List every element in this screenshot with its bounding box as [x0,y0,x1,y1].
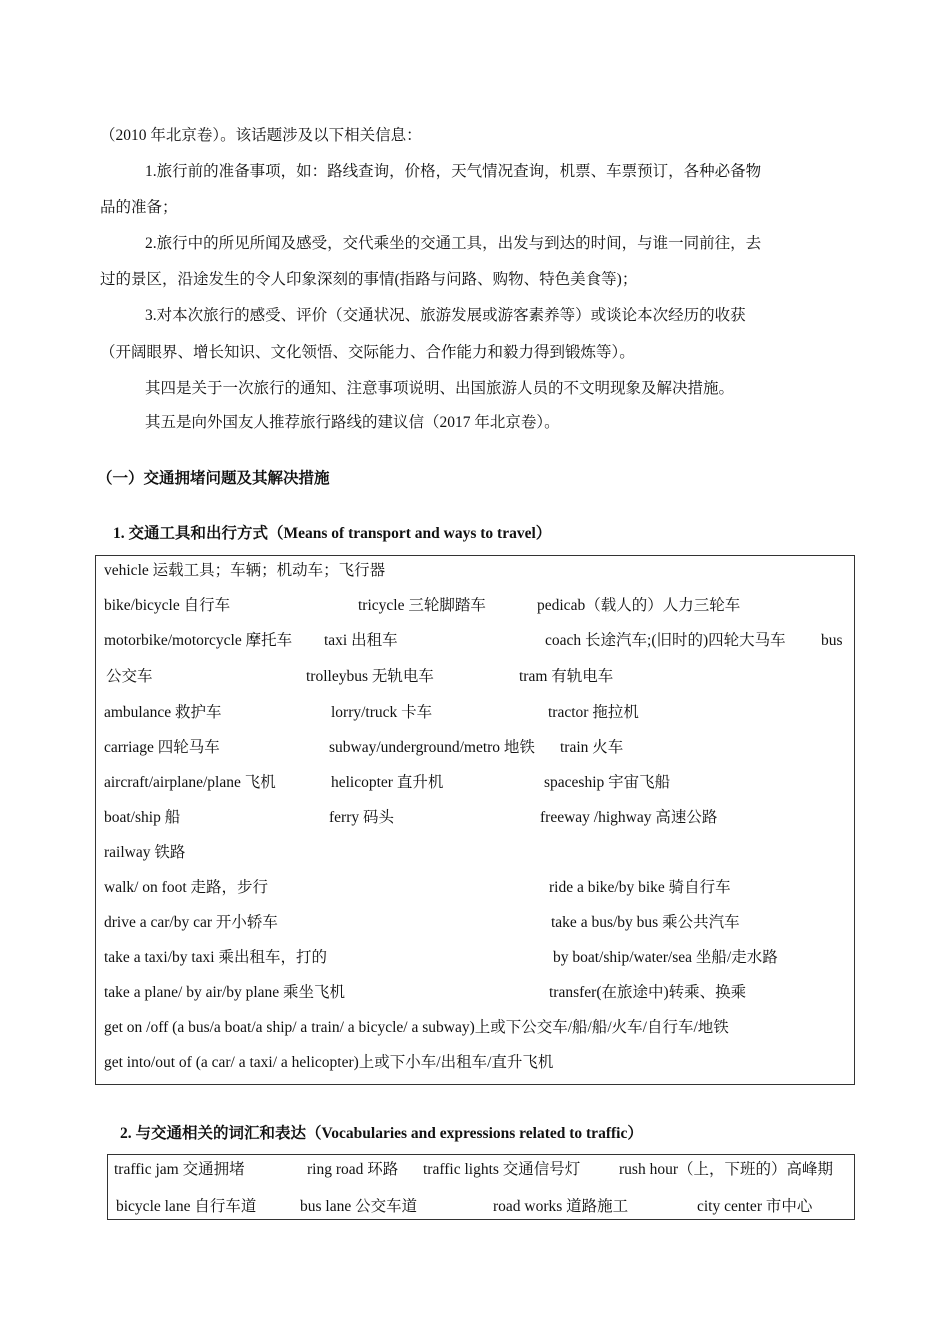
table-cell: boat/ship 船 [104,809,181,826]
table-cell: aircraft/airplane/plane 飞机 [104,774,276,791]
table-cell: train 火车 [560,739,624,756]
intro-item-2a: 2.旅行中的所见所闻及感受，交代乘坐的交通工具，出发与到达的时间，与谁一同前往，去 [145,235,762,252]
intro-item-2b: 过的景区，沿途发生的令人印象深刻的事情(指路与问路、购物、特色美食等)； [100,271,638,288]
intro-item-5: 其五是向外国友人推荐旅行路线的建议信（2017 年北京卷）。 [145,414,560,431]
table-cell: coach 长途汽车;(旧时的)四轮大马车 [545,632,786,649]
table-cell: spaceship 宇宙飞船 [544,774,671,791]
table-cell: pedicab（载人的）人力三轮车 [537,597,741,614]
table-cell: transfer(在旅途中)转乘、换乘 [549,984,747,1001]
intro-item-3a: 3.对本次旅行的感受、评价（交通状况、旅游发展或游客素养等）或谈论本次经历的收获 [145,307,746,324]
table-cell: 公交车 [106,668,153,685]
table2-title: 2. 与交通相关的词汇和表达（Vocabularies and expressions related to traffic） [120,1125,643,1142]
intro-item-1a: 1.旅行前的准备事项，如：路线查询，价格，天气情况查询，机票、车票预订，各种必备物 [145,163,762,180]
table-cell: by boat/ship/water/sea 坐船/走水路 [553,949,778,966]
table-cell: road works 道路施工 [493,1198,629,1215]
table-cell: freeway /highway 高速公路 [540,809,718,826]
table-cell: ring road 环路 [307,1161,399,1178]
table-cell: take a bus/by bus 乘公共汽车 [551,914,740,931]
table-cell: rush hour（上，下班的）高峰期 [619,1161,833,1178]
intro-line-1: （2010 年北京卷）。该话题涉及以下相关信息： [100,127,422,144]
table-cell: tram 有轨电车 [519,668,614,685]
table-cell: tractor 拖拉机 [548,704,639,721]
table-cell: taxi 出租车 [324,632,398,649]
transport-table [95,555,855,1085]
table-cell: get into/out of (a car/ a taxi/ a helicopter)上或下小车/出租车/直升飞机 [104,1054,554,1071]
table-cell: traffic jam 交通拥堵 [114,1161,245,1178]
table-cell: motorbike/motorcycle 摩托车 [104,632,293,649]
intro-item-4: 其四是关于一次旅行的通知、注意事项说明、出国旅游人员的不文明现象及解决措施。 [145,380,735,397]
table-cell: get on /off (a bus/a boat/a ship/ a train/ a bicycle/ a subway)上或下公交车/船/船/火车/自行车/地铁 [104,1019,729,1036]
table-cell: bus lane 公交车道 [300,1198,418,1215]
table-cell: vehicle 运载工具；车辆；机动车；飞行器 [104,562,386,579]
table-cell: lorry/truck 卡车 [331,704,433,721]
intro-item-1b: 品的准备； [100,199,178,216]
table-cell: carriage 四轮马车 [104,739,220,756]
table-cell: bicycle lane 自行车道 [116,1198,257,1215]
table-cell: traffic lights 交通信号灯 [423,1161,581,1178]
table1-title: 1. 交通工具和出行方式（Means of transport and ways to travel） [113,525,552,542]
traffic-vocab-table [107,1154,855,1220]
table-cell: trolleybus 无轨电车 [306,668,434,685]
intro-item-3b: （开阔眼界、增长知识、文化领悟、交际能力、合作能力和毅力得到锻炼等）。 [100,344,635,361]
table-cell: city center 市中心 [697,1198,813,1215]
table-cell: railway 铁路 [104,844,186,861]
section-title: （一）交通拥堵问题及其解决措施 [97,470,330,487]
table-cell: tricycle 三轮脚踏车 [358,597,486,614]
table-cell: bike/bicycle 自行车 [104,597,231,614]
table-cell: subway/underground/metro 地铁 [329,739,535,756]
table-cell: bus [821,632,843,649]
table-cell: helicopter 直升机 [331,774,444,791]
table-cell: take a taxi/by taxi 乘出租车，打的 [104,949,327,966]
table-cell: ferry 码头 [329,809,394,826]
table-cell: ride a bike/by bike 骑自行车 [549,879,731,896]
table-cell: walk/ on foot 走路，步行 [104,879,269,896]
table-cell: take a plane/ by air/by plane 乘坐飞机 [104,984,346,1001]
table-cell: ambulance 救护车 [104,704,222,721]
table-cell: drive a car/by car 开小轿车 [104,914,278,931]
